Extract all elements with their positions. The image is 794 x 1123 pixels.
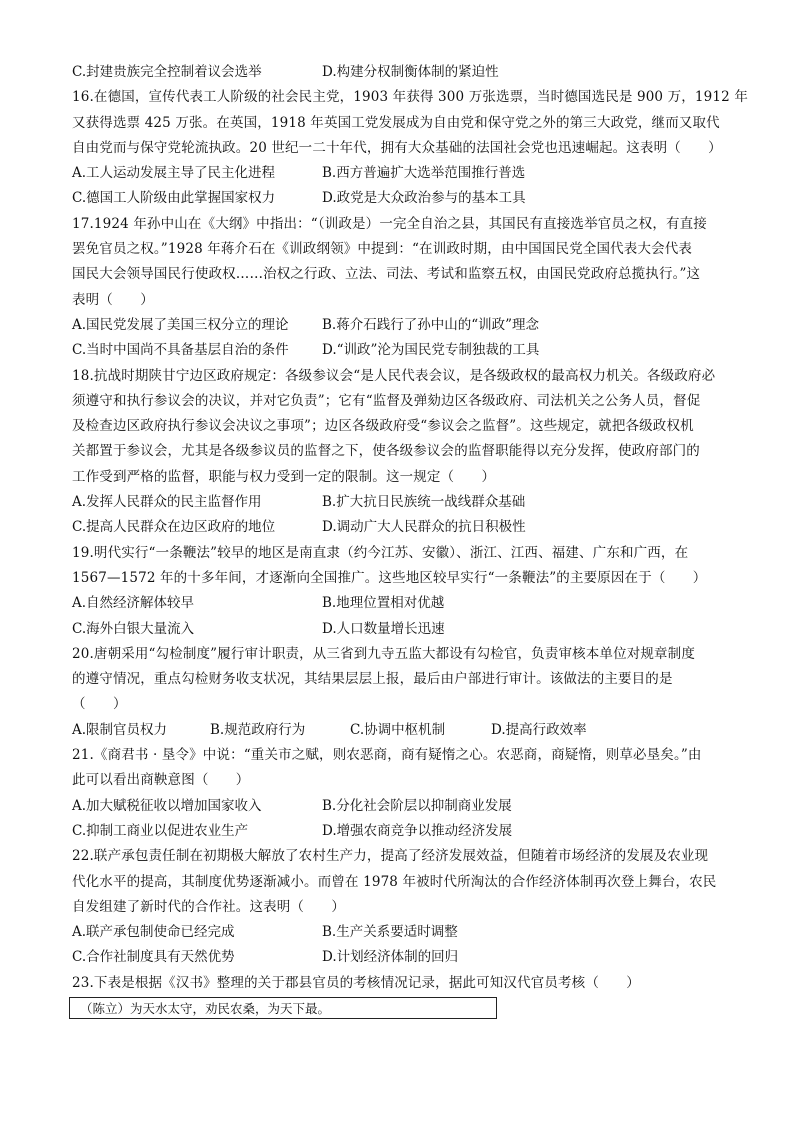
q16-option-a[interactable]: A.工人运动发展主导了民主化进程 [72,165,276,182]
q18-options-cd [72,515,732,540]
q17-options-cd [72,338,732,363]
q21-stem-line: 21.《商君书 · 垦令》中说：“重关市之赋，则农恶商，商有疑惰之心。农恶商，商疑惰，则草必垦矣。”由 [72,747,702,764]
q17-option-c[interactable]: C.当时中国尚不具备基层自治的条件 [72,342,289,359]
q21-options-ab [72,794,732,819]
q19-stem-line: 1567—1572 年的十多年间，才逐渐向全国推广。这些地区较早实行“一条鞭法”的主要原因在于（ ） [72,569,707,586]
q16-stem-line: 自由党而与保守党轮流执政。20 世纪一二十年代，拥有大众基础的法国社会党也迅速崛起。这表明（ ） [72,139,722,156]
q22-option-d[interactable]: D.计划经济体制的回归 [322,949,459,966]
q16-stem-line: 16.在德国，宣传代表工人阶级的社会民主党，1903 年获得 300 万张选票，当时德国选民是 900 万，1912 年 [72,89,748,106]
q16-options-ab [72,161,732,186]
q17-stem-line: 罢免官员之权。”1928 年蒋介石在《训政纲领》中提到：“在训政时期，由中国国民党全国代表大会代表 [72,241,693,258]
q16-option-b[interactable]: B.西方普遍扩大选举范围推行普选 [322,165,526,182]
q18-option-d[interactable]: D.调动广大人民群众的抗日积极性 [322,519,526,536]
q22-stem-line: 22.联产承包责任制在初期极大解放了农村生产力，提高了经济发展效益，但随着市场经济的发展及农业现 [72,848,709,865]
q16-option-c[interactable]: C.德国工人阶级由此掌握国家权力 [72,190,276,207]
q17-stem-line: 表明（ ） [72,291,154,308]
q19-option-d[interactable]: D.人口数量增长迅速 [322,620,445,637]
q21-option-d[interactable]: D.增强农商竞争以推动经济发展 [322,822,513,839]
q23-record-table [69,997,497,1019]
exam-page [72,60,748,1019]
q18-stem-line: 18.抗战时期陕甘宁边区政府规定：各级参议会“是人民代表会议，是各级政权的最高权力机关。各级政府必 [72,367,716,384]
q22-option-a[interactable]: A.联产承包制使命已经完成 [72,924,235,941]
q21-option-a[interactable]: A.加大赋税征收以增加国家收入 [72,797,262,814]
q22-options-cd [72,945,732,970]
q17-options-ab [72,313,732,338]
q20-stem-line: 的遵守情况，重点勾检财务收支状况，其结果层层上报，最后由户部进行审计。该做法的主要目的是 [72,671,673,688]
q20-options [72,718,732,743]
q19-options-ab [72,591,732,616]
q18-option-a[interactable]: A.发挥人民群众的民主监督作用 [72,494,262,511]
q17-stem-line: 17.1924 年孙中山在《大纲》中指出：“（训政是）一完全自治之县，其国民有直接选举官员之权，有直接 [72,215,707,232]
q22-option-c[interactable]: C.合作社制度具有天然优势 [72,949,235,966]
q20-option-a[interactable]: A.限制官员权力 [72,721,168,738]
q16-stem-line: 又获得选票 425 万张。在英国，1918 年英国工党发展成为自由党和保守党之外的第三大政党，继而又取代 [72,114,720,131]
q18-stem-line: 关都置于参议会，尤其是各级参议员的监督之下，使各级参议会的监督职能得以充分发挥，使政府部门的 [72,443,700,460]
q22-options-ab [72,920,732,945]
q19-option-c[interactable]: C.海外白银大量流入 [72,620,195,637]
q22-option-b[interactable]: B.生产关系要适时调整 [322,924,458,941]
q15-option-c[interactable]: C.封建贵族完全控制着议会选举 [72,64,262,80]
q17-option-b[interactable]: B.蒋介石践行了孙中山的“训政”理念 [322,316,540,333]
q19-option-a[interactable]: A.自然经济解体较早 [72,595,195,612]
q17-stem-line: 国民大会领导国民行使政权……治权之行政、立法、司法、考试和监察五权，由国民党政府总揽执行。”这 [72,266,701,283]
q17-option-a[interactable]: A.国民党发展了美国三权分立的理论 [72,316,289,333]
q18-options-ab [72,490,732,515]
q22-stem-line: 代化水平的提高，其制度优势逐渐减小。而曾在 1978 年被时代所淘汰的合作经济体制再次登上舞台，农民 [72,873,717,890]
q18-stem-line: 及检查边区政府执行参议会决议之事项”；边区各级政府受“参议会之监督”。这些规定，就把各级政权机 [72,418,694,435]
q19-option-b[interactable]: B.地理位置相对优越 [322,595,445,612]
q18-stem-line: 工作受到严格的监督，职能与权力受到一定的限制。这一规定（ ） [72,468,496,485]
q15-option-d[interactable]: D.构建分权制衡体制的紧迫性 [322,64,499,80]
q15-options-cd [72,60,732,85]
q21-option-c[interactable]: C.抑制工商业以促进农业生产 [72,822,249,839]
q20-option-d[interactable]: D.提高行政效率 [491,721,587,738]
q23-table-row: （陈立）为天水太守，劝民农桑，为天下最。 [80,1000,331,1016]
q21-stem-line: 此可以看出商鞅意图（ ） [72,772,250,789]
q20-stem-line: （ ） [72,696,127,713]
q21-option-b[interactable]: B.分化社会阶层以抑制商业发展 [322,797,512,814]
q21-options-cd [72,819,732,844]
q23-stem-line: 23.下表是根据《汉书》整理的关于郡县官员的考核情况记录，据此可知汉代官员考核（ ） [72,974,640,991]
q22-stem-line: 自发组建了新时代的合作社。这表明（ ） [72,898,345,915]
q16-option-d[interactable]: D.政党是大众政治参与的基本工具 [322,190,526,207]
q20-option-b[interactable]: B.规范政府行为 [210,721,306,738]
q20-stem-line: 20.唐朝采用“勾检制度”履行审计职责，从三省到九寺五监大都设有勾检官，负责审核本单位对规章制度 [72,645,695,662]
q17-option-d[interactable]: D.“训政”沦为国民党专制独裁的工具 [322,342,540,359]
q16-options-cd [72,186,732,211]
q19-options-cd [72,617,732,642]
q19-stem-line: 19.明代实行“一条鞭法”较早的地区是南直隶（约今江苏、安徽）、浙江、江西、福建、广东和广西，在 [72,544,689,561]
q18-option-c[interactable]: C.提高人民群众在边区政府的地位 [72,519,276,536]
q20-option-c[interactable]: C.协调中枢机制 [350,721,446,738]
q18-option-b[interactable]: B.扩大抗日民族统一战线群众基础 [322,494,526,511]
q18-stem-line: 须遵守和执行参议会的决议，并对它负责”；它有“监督及弹劾边区各级政府、司法机关之公务人员，督促 [72,392,701,409]
